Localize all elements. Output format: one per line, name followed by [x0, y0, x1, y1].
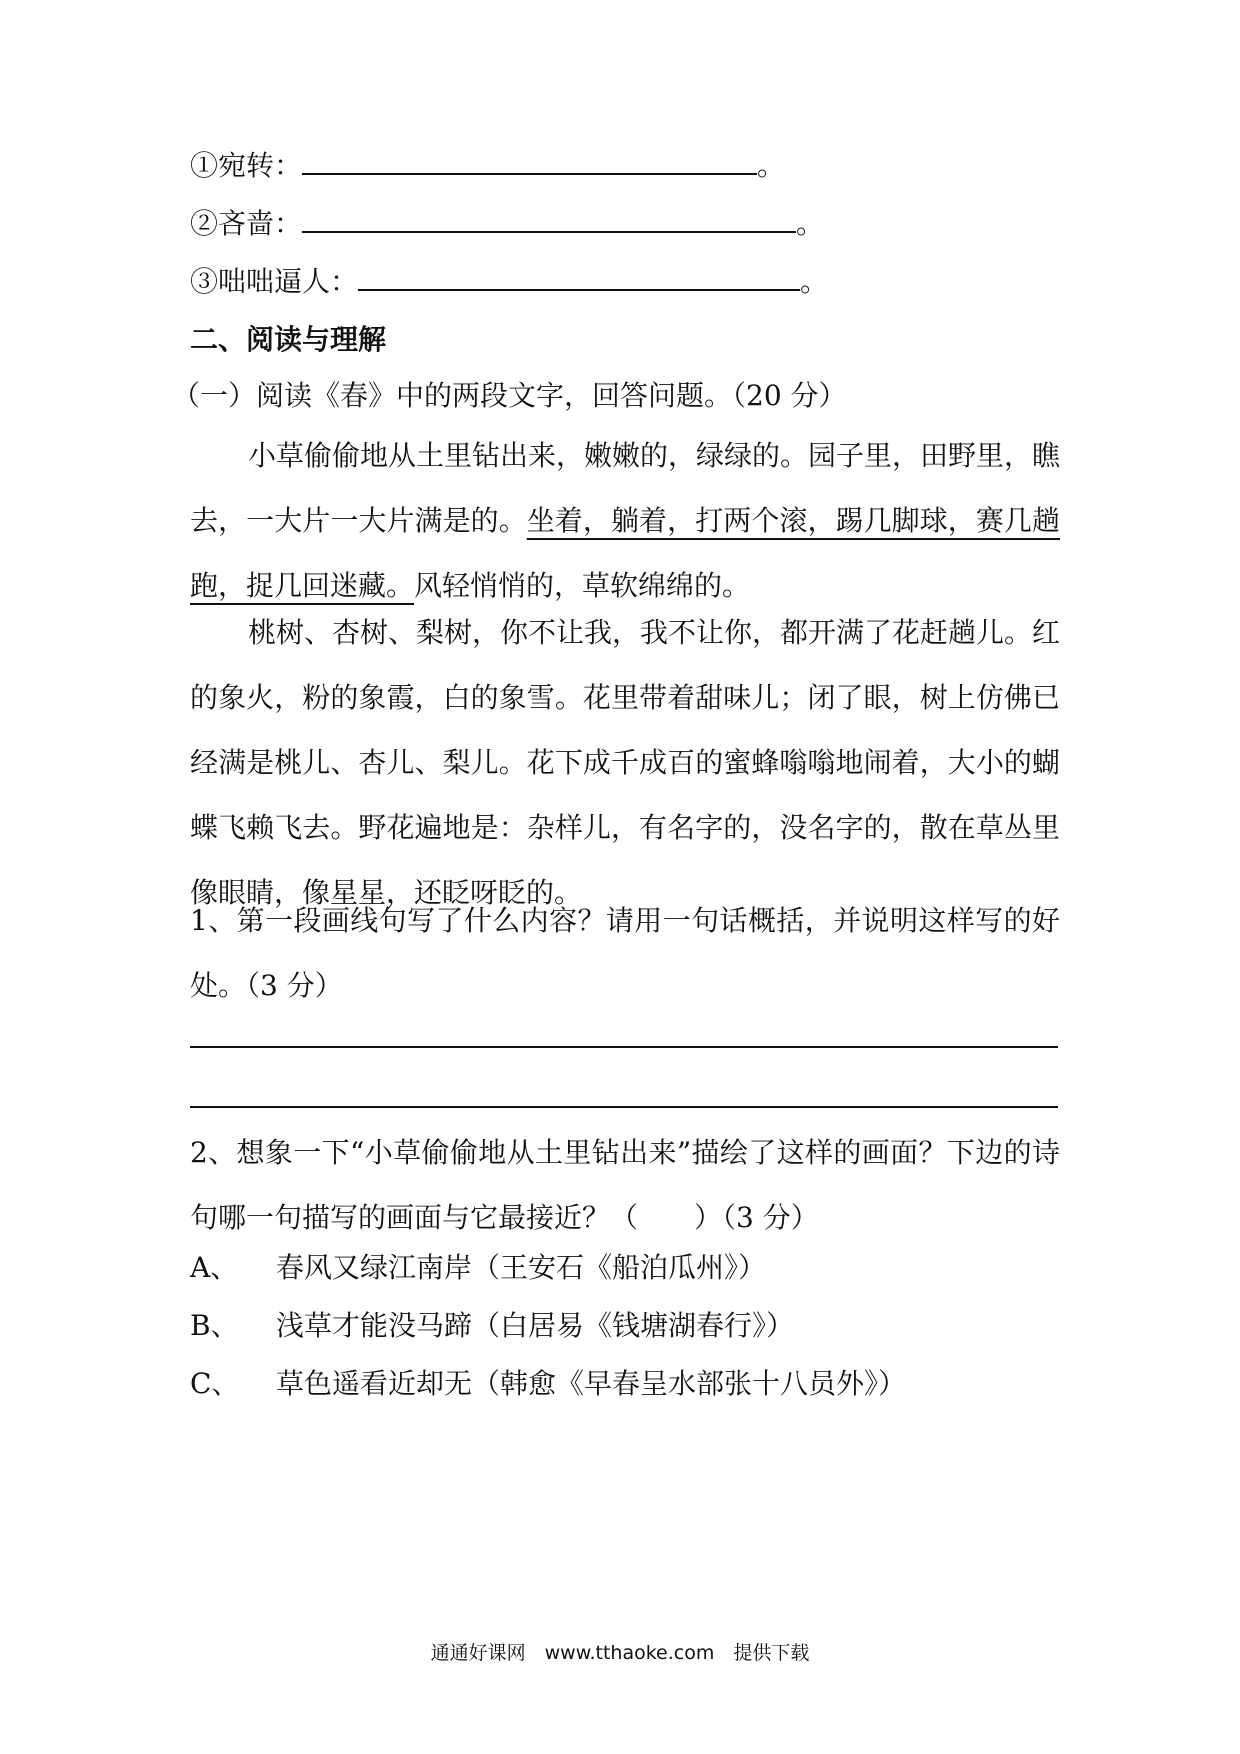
answer-line[interactable] — [190, 1106, 1058, 1108]
option-text: 春风又绿江南岸（王安石《船泊瓜州》） — [276, 1251, 767, 1284]
vocab-item — [190, 262, 828, 302]
option-text: 浅草才能没马蹄（白居易《钱塘湖春行》） — [276, 1309, 795, 1342]
section-title: 二、阅读与理解 — [190, 323, 387, 356]
period: 。 — [757, 149, 786, 182]
vocab-label: ①宛转： — [190, 149, 303, 182]
vocab-label: ②吝啬： — [190, 207, 303, 240]
period: 。 — [796, 207, 825, 240]
option-text: 草色遥看近却无（韩愈《早春呈水部张十八员外》） — [276, 1367, 907, 1400]
option-letter: C、 — [190, 1367, 240, 1400]
option-b[interactable] — [190, 1306, 794, 1346]
question-1: 1、第一段画线句写了什么内容？请用一句话概括，并说明这样写的好处。（3 分） — [190, 904, 1060, 1002]
passage-paragraph-1 — [190, 423, 1060, 618]
underlined-sentence: 坐着，躺着，打两个滚，踢几脚球，赛几趟跑，捉几回迷藏。 — [190, 504, 1060, 602]
option-letter: A、 — [190, 1251, 239, 1284]
passage-paragraph-2: 桃树、杏树、梨树，你不让我，我不让你，都开满了花赶趟儿。红的象火，粉的象霞，白的象雪。花里带着甜味儿；闭了眼，树上仿佛已经满是桃儿、杏儿、梨儿。花下成千成百的蜜蜂嗡嗡地闹着，大小的蝴蝶飞赖飞去。野花遍地是：杂样儿，有名字的，没名字的，散在草丛里像眼睛，像星星，还眨呀眨的。 — [190, 616, 1061, 909]
question-2: 2、想象一下“小草偷偷地从土里钻出来”描绘了这样的画面？下边的诗句哪一句描写的画面与它最接近？（ ）（3 分） — [190, 1136, 1060, 1234]
option-letter: B、 — [190, 1309, 239, 1342]
period: 。 — [800, 265, 829, 298]
passage1-text: 小草偷偷地从土里钻出来，嫩嫩的，绿绿的。园子里，田野里，瞧去，一大片一大片满是的。 — [190, 439, 1061, 537]
vocab-label: ③咄咄逼人： — [190, 265, 359, 298]
footer: 通通好课网 www.tthaoke.com 提供下载 — [430, 1642, 810, 1664]
reading-intro: （一）阅读《春》中的两段文字，回答问题。（20 分） — [172, 379, 847, 412]
answer-blank[interactable] — [358, 263, 800, 291]
option-c[interactable] — [190, 1364, 906, 1404]
answer-line[interactable] — [190, 1046, 1058, 1048]
vocab-item — [190, 204, 824, 244]
answer-blank[interactable] — [302, 147, 757, 175]
option-a[interactable] — [190, 1248, 766, 1288]
vocab-item — [190, 146, 785, 186]
answer-blank[interactable] — [302, 205, 796, 233]
passage1-tail: 风轻悄悄的，草软绵绵的。 — [414, 569, 751, 602]
